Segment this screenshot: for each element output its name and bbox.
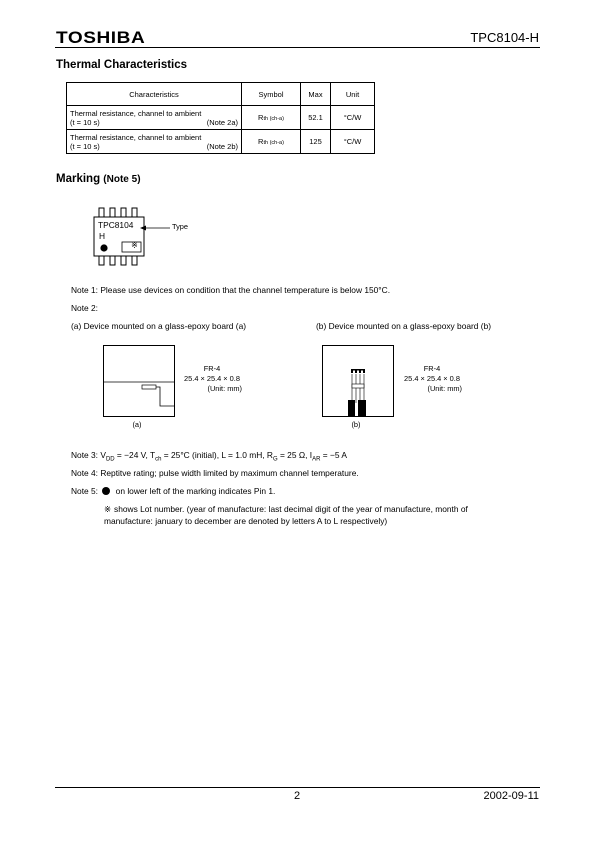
footer-rule: [55, 787, 540, 788]
symbol-main: R: [258, 113, 264, 122]
note2a-text: (a) Device mounted on a glass-epoxy board (a): [71, 321, 247, 331]
thermal-table: [66, 82, 375, 154]
note3: [71, 450, 347, 463]
note3-i-sub: AR: [312, 456, 321, 463]
note5: [71, 486, 275, 496]
row-unit: °C/W: [331, 106, 375, 130]
row-condition: (t = 10 s): [70, 141, 100, 151]
top-pins: [99, 208, 137, 217]
part-number: TPC8104-H: [470, 30, 539, 45]
col-characteristics: Characteristics: [67, 83, 242, 106]
note5-text: on lower left of the marking indicates Pin 1.: [115, 486, 276, 496]
lot-symbol-icon: ※: [104, 504, 112, 514]
col-symbol: Symbol: [242, 83, 301, 106]
symbol-subscript: th (ch-a): [263, 140, 284, 146]
board-b-unit: (Unit: mm): [427, 384, 462, 393]
row-desc: Thermal resistance, channel to ambient: [70, 108, 202, 118]
row-note: (Note 2b): [206, 141, 238, 151]
row-symbol: [242, 130, 301, 154]
col-max: Max: [301, 83, 331, 106]
toshiba-logo: TOSHIBA: [56, 28, 146, 47]
board-a-diagram: [103, 345, 175, 417]
chip-marking-line1: TPC8104: [98, 220, 134, 230]
note2-label: Note 2:: [71, 303, 99, 313]
note5-lot-text1: shows Lot number. (year of manufacture: last decimal digit of the year of manufacture, month of: [114, 504, 468, 514]
chip-marking-line2: H: [99, 231, 106, 241]
note1: [71, 285, 390, 295]
table-row: [67, 106, 375, 130]
col-unit: Unit: [331, 83, 375, 106]
marking-heading: [56, 173, 141, 185]
note4: [71, 468, 359, 478]
board-a-pad: [142, 385, 156, 389]
note3-t-sub: ch: [155, 456, 162, 463]
marking-note-ref: (Note 5): [103, 174, 141, 185]
row-characteristic: [67, 130, 242, 154]
row-max: 125: [301, 130, 331, 154]
note5-lot-line2: manufacture: january to december are denoted by letters A to L respectively): [104, 516, 388, 526]
note3-label: Note 3:: [71, 450, 99, 460]
marking-title: Marking: [56, 173, 101, 185]
row-note: (Note 2a): [206, 117, 238, 127]
note5-lot-line1: [104, 504, 468, 514]
bottom-pins: [99, 256, 137, 265]
row-symbol: [242, 106, 301, 130]
note5-label: Note 5:: [71, 486, 99, 496]
note1-label: Note 1:: [71, 285, 99, 295]
note3-r-val: = 25 Ω, I: [277, 450, 313, 460]
marking-diagram: [88, 204, 208, 270]
note1-text: Please use devices on condition that the channel temperature is below 150°C.: [100, 285, 391, 295]
board-b-device: [352, 384, 364, 388]
board-b-caption: (b): [351, 420, 361, 429]
board-a-material: FR-4: [203, 364, 221, 373]
pin1-dot: [100, 244, 107, 251]
note3-v: V: [100, 450, 106, 460]
note3-r-sub: G: [272, 456, 278, 463]
row-unit: °C/W: [331, 130, 375, 154]
table-row: [67, 130, 375, 154]
note4-text: Reptitve rating; pulse width limited by maximum channel temperature.: [100, 468, 359, 478]
note3-t-val: = 25°C (initial), L = 1.0 mH, R: [161, 450, 273, 460]
type-label: Type: [172, 222, 189, 231]
note2b-text: (b) Device mounted on a glass-epoxy board (b): [316, 321, 492, 331]
lot-number-symbol: ※: [131, 241, 138, 250]
row-characteristic: [67, 106, 242, 130]
note3-i-val: = −5 A: [320, 450, 347, 460]
board-a-dims: 25.4 × 25.4 × 0.8: [184, 374, 240, 383]
symbol-main: R: [258, 137, 264, 146]
note4-label: Note 4:: [71, 468, 99, 478]
board-b-material: FR-4: [423, 364, 441, 373]
note3-v-sub: DD: [105, 456, 115, 463]
board-b-dims: 25.4 × 25.4 × 0.8: [404, 374, 460, 383]
thermal-heading: Thermal Characteristics: [56, 59, 188, 71]
board-a-unit: (Unit: mm): [207, 384, 242, 393]
page-number: 2: [293, 790, 301, 802]
footer-date: 2002-09-11: [483, 790, 539, 802]
board-b-diagram: [322, 345, 394, 417]
row-desc: Thermal resistance, channel to ambient: [70, 132, 202, 142]
table-header-row: [67, 83, 375, 106]
board-a-caption: (a): [132, 420, 142, 429]
row-max: 52.1: [301, 106, 331, 130]
pin1-dot-icon: [102, 487, 110, 495]
header-rule: [55, 47, 540, 48]
row-condition: (t = 10 s): [70, 117, 100, 127]
symbol-subscript: th (ch-a): [263, 116, 284, 122]
note3-v-val: = −24 V, T: [114, 450, 156, 460]
